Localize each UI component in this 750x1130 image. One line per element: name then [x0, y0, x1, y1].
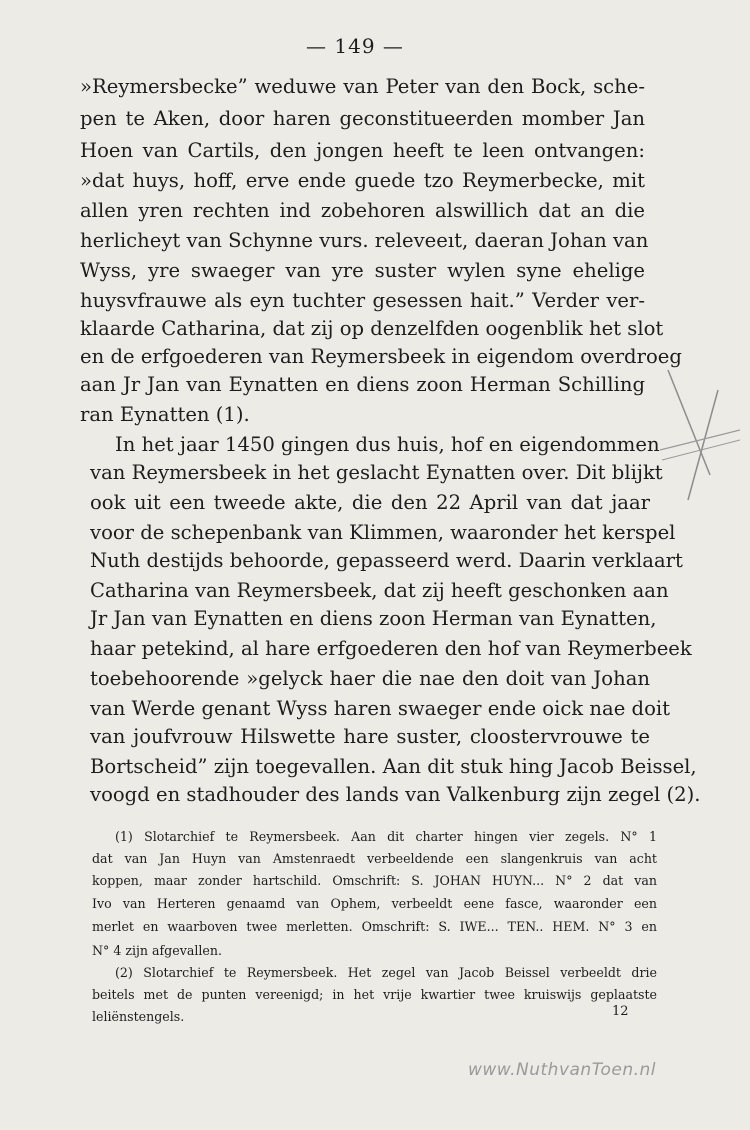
footnote-line: koppen, maar zonder hartschild. Omschrift: S. JOHAN HUYN... N° 2 dat van [92, 873, 657, 888]
footnote-line: N° 4 zijn afgevallen. [92, 943, 222, 958]
body-line: »Reymersbecke” weduwe van Peter van den Bock, sche- [80, 75, 645, 98]
footnote-line: leliënstengels. [92, 1009, 185, 1024]
watermark: www.NuthvanToen.nl [468, 1060, 657, 1080]
body-line: klaarde Catharina, dat zij op denzelfden oogenblik het slot [80, 317, 664, 340]
footnote-line: Ivo van Herteren genaamd van Ophem, verbeeldt eene fasce, waaronder een [92, 896, 657, 911]
signature-mark: 12 [612, 1004, 629, 1019]
body-line: huysvfrauwe als eyn tuchter gesessen hait.” Verder ver- [80, 289, 645, 312]
footnote-separator [90, 818, 650, 819]
body-line: ook uit een tweede akte, die den 22 April van dat jaar [90, 491, 650, 514]
body-line: Bortscheid” zijn toegevallen. Aan dit stuk hing Jacob Beissel, [90, 755, 697, 778]
body-line: »dat huys, hoff, erve ende guede tzo Reymerbecke, mit [80, 169, 645, 192]
footnote-line: (1) Slotarchief te Reymersbeek. Aan dit charter hingen vier zegels. N° 1 [115, 829, 657, 844]
body-line: ran Eynatten (1). [80, 403, 250, 426]
body-line: van joufvrouw Hilswette hare suster, cloostervrouwe te [90, 725, 650, 748]
body-line: haar petekind, al hare erfgoederen den hof van Reymerbeek [90, 637, 692, 660]
body-line: In het jaar 1450 gingen dus huis, hof en eigendommen [115, 433, 660, 456]
body-line: aan Jr Jan van Eynatten en diens zoon Herman Schilling [80, 373, 645, 396]
body-line: allen yren rechten ind zobehoren alswillich dat an die [80, 199, 645, 222]
body-line: Hoen van Cartils, den jongen heeft te leen ontvangen: [80, 139, 645, 162]
body-line: van Werde genant Wyss haren swaeger ende oick nae doit [90, 697, 671, 720]
footnote-line: beitels met de punten vereenigd; in het vrije kwartier twee kruiswijs geplaatste [92, 987, 657, 1002]
body-line: en de erfgoederen van Reymersbeek in eigendom overdroeg [80, 345, 682, 368]
body-line: Nuth destijds behoorde, gepasseerd werd. Daarin verklaart [90, 549, 683, 572]
body-line: herlicheyt van Schynne vurs. releveeıt, daeran Johan van [80, 229, 649, 252]
footnote-line: merlet en waarboven twee merletten. Omschrift: S. IWE... TEN.. HEM. N° 3 en [92, 919, 657, 934]
page-number: — 149 — [306, 34, 404, 58]
body-line: voor de schepenbank van Klimmen, waaronder het kerspel [90, 521, 676, 544]
footnote-line: (2) Slotarchief te Reymersbeek. Het zegel van Jacob Beissel verbeeldt drie [115, 965, 657, 980]
pencil-annotation [640, 360, 740, 510]
body-line: toebehoorende »gelyck haer die nae den doit van Johan [90, 667, 650, 690]
body-line: Wyss, yre swaeger van yre suster wylen syne ehelige [80, 259, 645, 282]
body-line: Catharina van Reymersbeek, dat zij heeft geschonken aan [90, 579, 669, 602]
body-line: pen te Aken, door haren geconstitueerden momber Jan [80, 107, 645, 130]
footnote-line: dat van Jan Huyn van Amstenraedt verbeeldende een slangenkruis van acht [92, 851, 657, 866]
body-line: voogd en stadhouder des lands van Valkenburg zijn zegel (2). [90, 783, 701, 806]
body-line: van Reymersbeek in het geslacht Eynatten over. Dit blijkt [90, 461, 663, 484]
body-line: Jr Jan van Eynatten en diens zoon Herman van Eynatten, [90, 607, 657, 630]
